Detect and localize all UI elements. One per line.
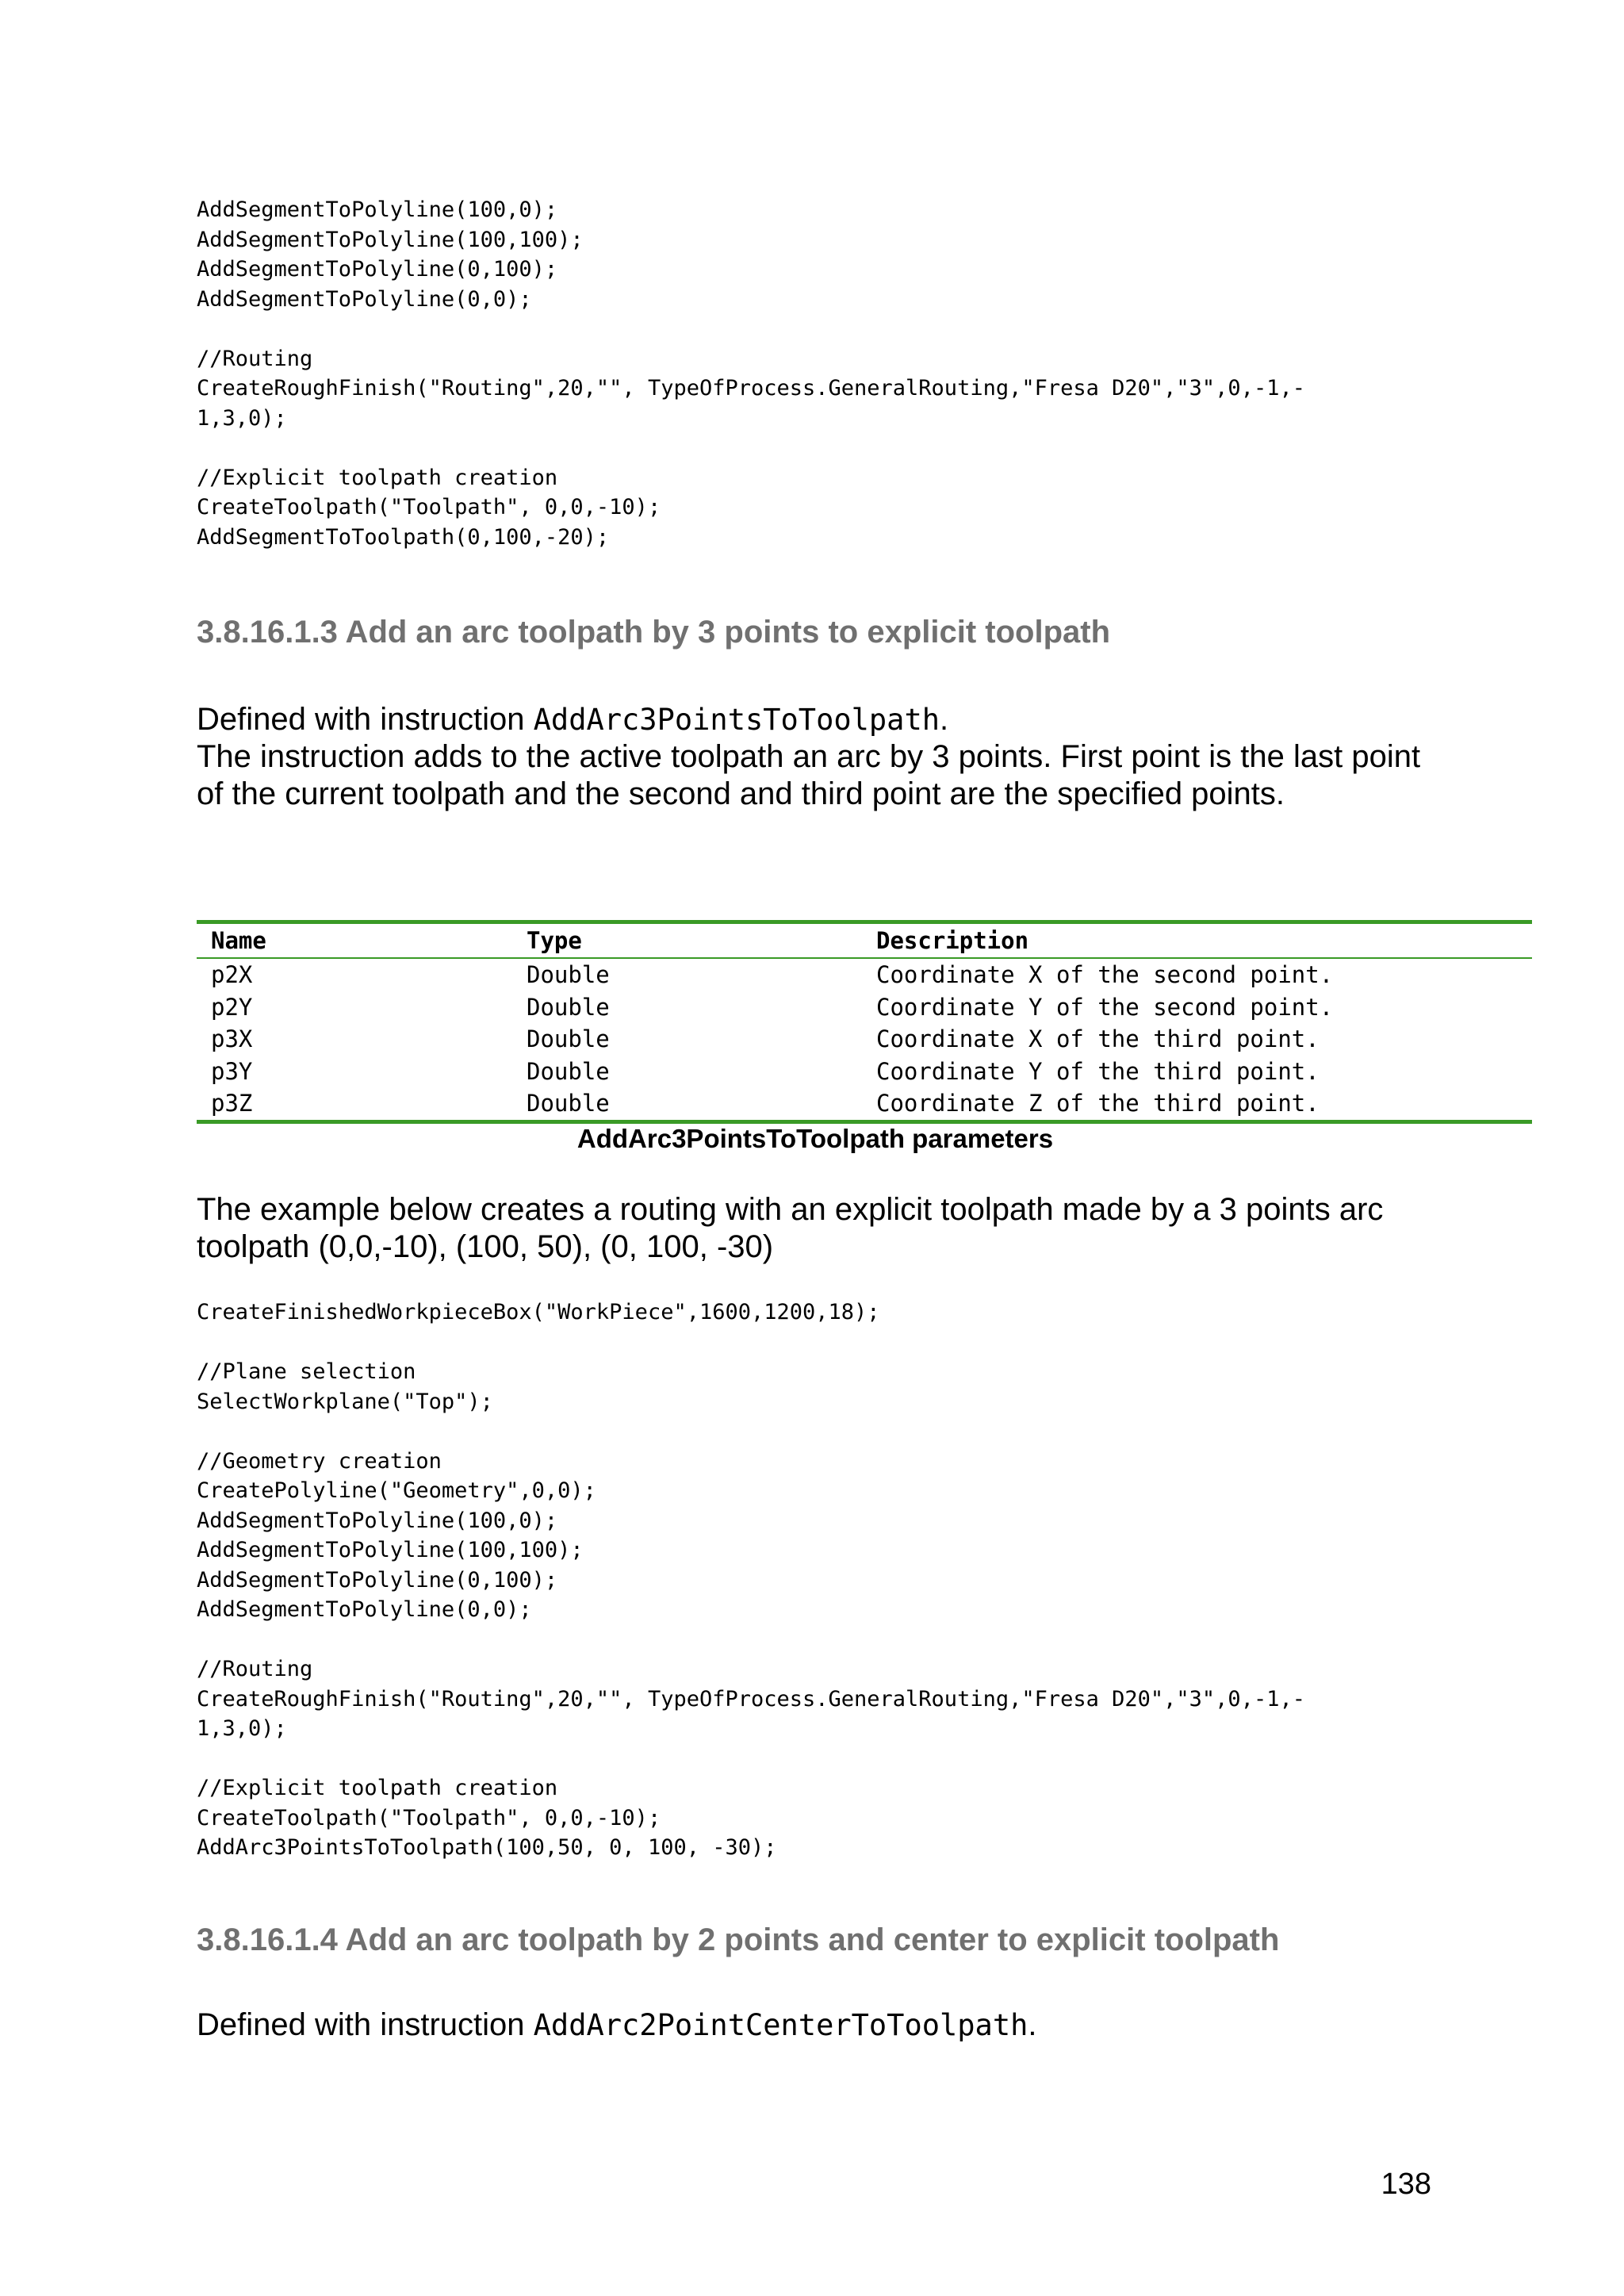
definition-line: [197, 701, 1434, 738]
param-description: Coordinate Y of the second point.: [876, 993, 1334, 1021]
column-header-name: Name: [197, 922, 512, 959]
instruction-name: AddArc3PointsToToolpath: [533, 703, 940, 737]
table-row: [197, 958, 1532, 991]
table-row: [197, 991, 1532, 1024]
table-row: [197, 1056, 1532, 1088]
column-header-type: Type: [512, 922, 862, 959]
param-type: Double: [527, 1025, 610, 1052]
parameters-table: [197, 920, 1532, 1124]
example-intro: The example below creates a routing with an explicit toolpath made by a 3 points arc toolpath (0,0,-10), (100, 50), (0, 100, -30): [197, 1192, 1384, 1264]
table-caption: AddArc3PointsToToolpath parameters: [576, 1124, 1054, 1153]
param-description: Coordinate Y of the third point.: [876, 1057, 1320, 1085]
param-name: p3X: [211, 1025, 253, 1052]
table-row: [197, 1087, 1532, 1121]
definition-line-2: [197, 2007, 1434, 2044]
top-code-block: AddSegmentToPolyline(100,0); AddSegmentToPolyline(100,100); AddSegmentToPolyline(0,100); AddSegmentToPolyline(0,0); //Routing CreateRoughFinish("Routing",20,"", TypeOfProcess.GeneralRouting,"Fresa D20","3",0,-1,- 1,3,0); //Explicit toolpath creation CreateToolpath("Toolpath", 0,0,-10); AddSegmentToToolpath(0,100,-20);: [197, 197, 1305, 550]
instruction-description: The instruction adds to the active toolpath an arc by 3 points. First point is the last point of the current toolpath and the second and third point are the specified points.: [197, 739, 1421, 811]
param-name: p2X: [211, 961, 253, 988]
param-description: Coordinate X of the third point.: [876, 1025, 1320, 1052]
section-heading-arc-2-points-center: 3.8.16.1.4 Add an arc toolpath by 2 points and center to explicit toolpath: [197, 1922, 1280, 1957]
definition-suffix: .: [1028, 2007, 1037, 2042]
section-heading-arc-3-points: 3.8.16.1.3 Add an arc toolpath by 3 points to explicit toolpath: [197, 615, 1111, 650]
definition-suffix: .: [940, 702, 949, 737]
instruction-name: AddArc2PointCenterToToolpath: [533, 2008, 1028, 2042]
param-type: Double: [527, 1057, 610, 1085]
param-type: Double: [527, 993, 610, 1021]
param-type: Double: [527, 961, 610, 988]
column-header-description: Description: [862, 922, 1532, 959]
param-name: p3Z: [211, 1090, 253, 1117]
table-header-row: [197, 922, 1532, 959]
param-description: Coordinate X of the second point.: [876, 961, 1334, 988]
definition-prefix: Defined with instruction: [197, 2007, 534, 2042]
example-code-block: CreateFinishedWorkpieceBox("WorkPiece",1600,1200,18); //Plane selection SelectWorkplane("Top"); //Geometry creation CreatePolyline("Geometry",0,0); AddSegmentToPolyline(100,0); AddSegmentToPolyline(100,100); AddSegmentToPolyline(0,100); AddSegmentToPolyline(0,0); //Routing CreateRoughFinish("Routing",20,"", TypeOfProcess.GeneralRouting,"Fresa D20","3",0,-1,- 1,3,0); //Explicit toolpath creation CreateToolpath("Toolpath", 0,0,-10); AddArc3PointsToToolpath(100,50, 0, 100, -30);: [197, 1300, 1305, 1860]
param-name: p3Y: [211, 1057, 253, 1085]
table-row: [197, 1023, 1532, 1056]
page-number: 138: [1381, 2168, 1431, 2201]
definition-prefix: Defined with instruction: [197, 702, 534, 737]
param-name: p2Y: [211, 993, 253, 1021]
param-description: Coordinate Z of the third point.: [876, 1090, 1320, 1117]
param-type: Double: [527, 1090, 610, 1117]
